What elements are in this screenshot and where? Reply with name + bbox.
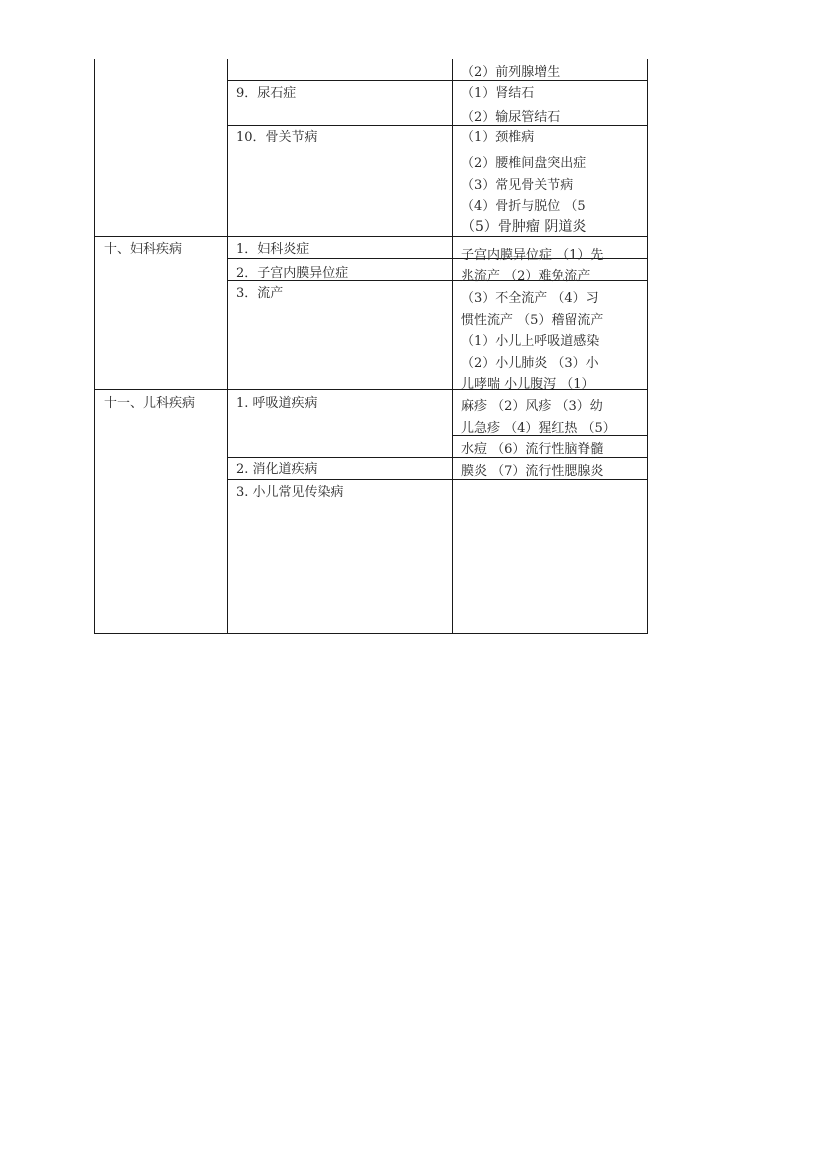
disease-cell: 9．尿石症: [236, 86, 297, 101]
detail-line: 膜炎 （7）流行性腮腺炎: [461, 464, 604, 479]
disease-cell: 1．妇科炎症: [236, 242, 310, 257]
table-border-right: [647, 59, 648, 634]
detail-line: （1）肾结石: [461, 86, 535, 101]
table-border-bottom: [94, 633, 648, 634]
column-divider-1: [227, 59, 228, 634]
table-border-left: [94, 59, 95, 634]
detail-line: （2）前列腺增生: [461, 65, 561, 80]
detail-line: （1）小儿上呼吸道感染: [461, 334, 600, 349]
detail-line: 水痘 （6）流行性脑脊髓: [461, 442, 604, 457]
detail-line: 惯性流产 （5）稽留流产: [461, 313, 604, 328]
section-divider: [94, 236, 648, 237]
category-cell: 十一、儿科疾病: [104, 396, 196, 411]
disease-cell: 3. 小儿常见传染病: [236, 485, 344, 500]
category-cell: 十、妇科疾病: [104, 242, 183, 257]
detail-line: （2）腰椎间盘突出症: [461, 156, 587, 171]
disease-cell: 1. 呼吸道疾病: [236, 396, 318, 411]
detail-line: （3）常见骨关节病: [461, 178, 574, 193]
detail-line: （2）小儿肺炎 （3）小: [461, 356, 599, 371]
detail-line: 儿哮喘 小儿腹泻 （1）: [461, 377, 595, 392]
row-divider: [227, 80, 648, 81]
row-divider: [227, 125, 648, 126]
detail-line: 子宫内膜异位症 （1）先: [461, 248, 604, 263]
detail-line: （3）不全流产 （4）习: [461, 291, 599, 306]
detail-line: 麻疹 （2）风疹 （3）幼: [461, 399, 603, 414]
detail-line: （1）颈椎病: [461, 130, 535, 145]
detail-line: （4）骨折与脱位 （5: [461, 199, 586, 214]
detail-line: 儿急疹 （4）猩红热 （5）: [461, 421, 616, 436]
detail-line: 兆流产 （2）难免流产: [461, 269, 591, 284]
column-divider-2: [452, 59, 453, 634]
disease-cell: 2. 消化道疾病: [236, 462, 318, 477]
disease-cell: 3．流产: [236, 286, 284, 301]
detail-line: （2）输尿管结石: [461, 110, 561, 125]
disease-cell: 10．骨关节病: [236, 130, 318, 145]
detail-line: （5）骨肿瘤 阴道炎: [461, 219, 587, 235]
disease-cell: 2．子宫内膜异位症: [236, 266, 349, 281]
